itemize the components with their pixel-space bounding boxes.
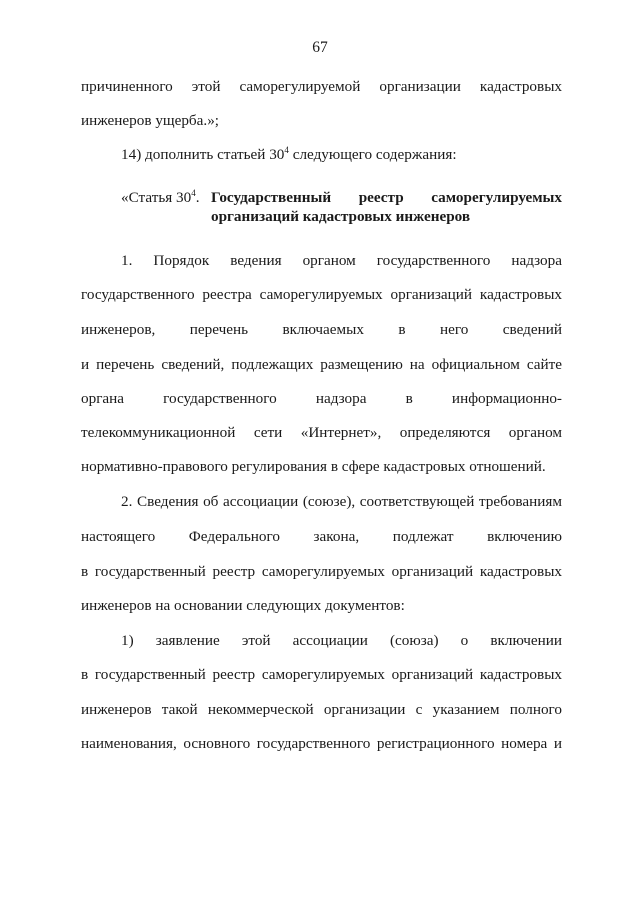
text-line: в государственный реестр саморегулируемых организаций кадастровых: [81, 563, 562, 580]
text-line: и перечень сведений, подлежащих размещению на официальном сайте: [81, 356, 562, 373]
article-title: организаций кадастровых инженеров: [211, 208, 471, 225]
text-line: 1) заявление этой ассоциации (союза) о включении: [121, 632, 562, 649]
text-line: в государственный реестр саморегулируемых организаций кадастровых: [81, 666, 562, 683]
page-number: 67: [312, 39, 328, 56]
text-fragment: «Статья 30: [121, 189, 192, 206]
text-line: наименования, основного государственного регистрационного номера и: [81, 735, 562, 752]
superscript: 4: [284, 145, 289, 155]
superscript: 4: [191, 188, 196, 198]
text-line: органа государственного надзора в информационно-: [81, 390, 562, 407]
text-line: причиненного этой саморегулируемой организации кадастровых: [81, 78, 562, 95]
text-line: государственного реестра саморегулируемых организаций кадастровых: [81, 286, 562, 303]
text-line: [121, 145, 562, 165]
text-line: 1. Порядок ведения органом государственного надзора: [121, 252, 562, 269]
text-line: настоящего Федерального закона, подлежат включению: [81, 528, 562, 545]
text-fragment: следующего содержания:: [288, 146, 457, 163]
article-title: Государственный реестр саморегулируемых: [211, 189, 562, 206]
text-line: инженеров такой некоммерческой организации с указанием полного: [81, 701, 562, 718]
article-label: [121, 188, 200, 208]
text-fragment: .: [195, 189, 200, 206]
text-line: 2. Сведения об ассоциации (союзе), соответствующей требованиям: [121, 493, 562, 510]
text-fragment: 14) дополнить статьей 30: [121, 146, 285, 163]
text-line: инженеров на основании следующих документов:: [81, 597, 405, 614]
text-line: инженеров ущерба.»;: [81, 112, 220, 129]
text-line: телекоммуникационной сети «Интернет», определяются органом: [81, 424, 562, 441]
text-line: нормативно-правового регулирования в сфере кадастровых отношений.: [81, 458, 546, 475]
text-line: инженеров, перечень включаемых в него сведений: [81, 321, 562, 338]
